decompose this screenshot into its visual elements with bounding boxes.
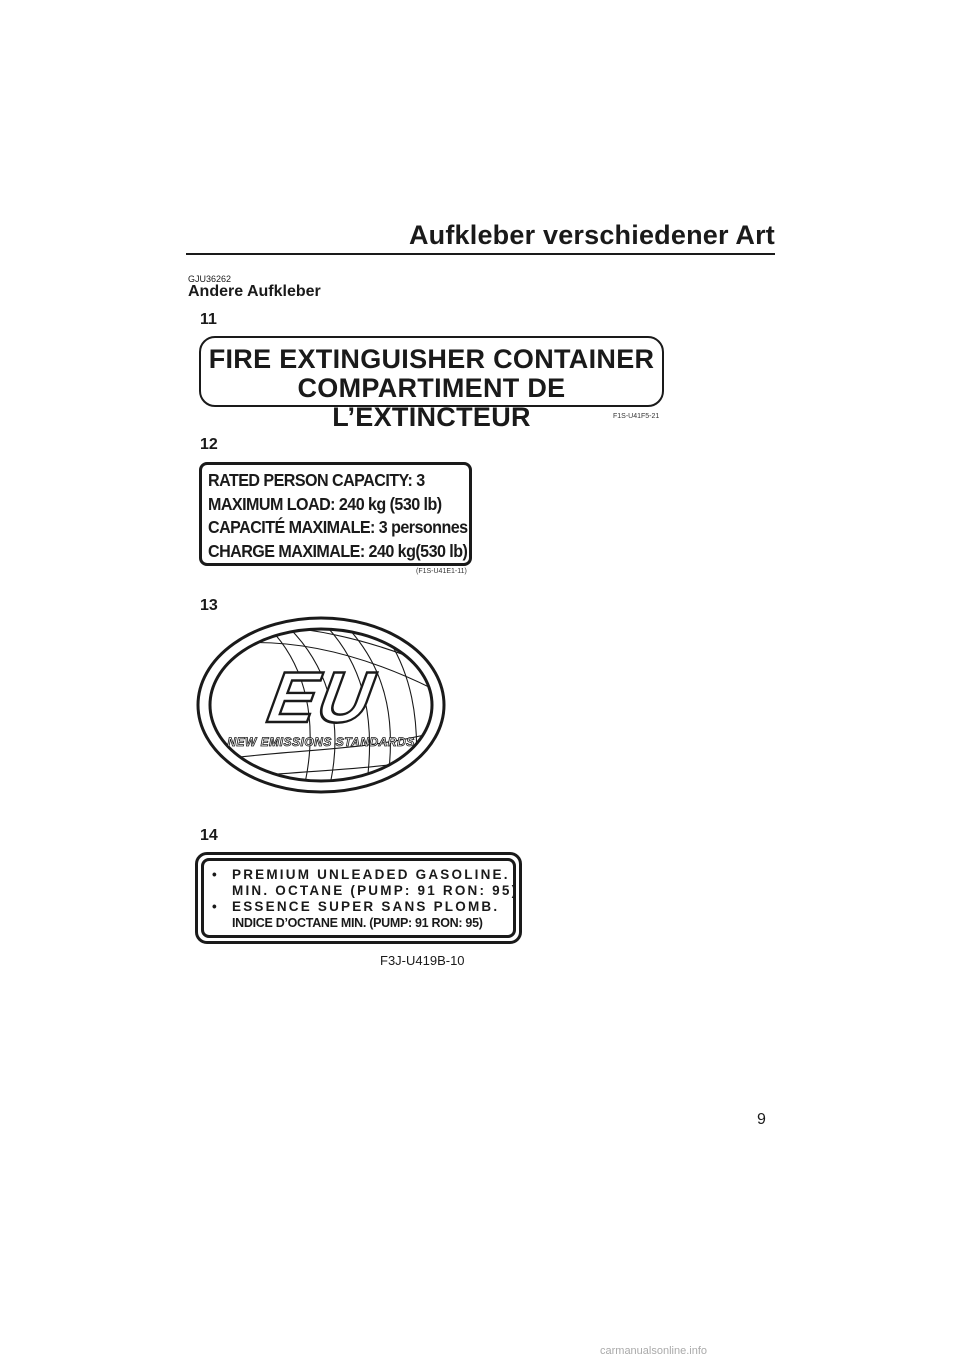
page-number: 9 [757,1111,766,1128]
bullet-icon: • [212,867,217,882]
label-12-line-2: MAXIMUM LOAD: 240 kg (530 lb) [208,493,442,514]
bullet-icon: • [212,899,217,914]
label-11-code: F1S-U41F5-21 [613,413,660,420]
label-14-line-1-text: PREMIUM UNLEADED GASOLINE. [232,867,510,882]
fuel-label-inner [201,858,519,938]
label-12-line-1: RATED PERSON CAPACITY: 3 [208,470,425,490]
label-11-line-1: FIRE EXTINGUISHER CONTAINER [208,344,655,374]
logo-subtitle: NEW EMISSIONS STANDARDS [227,735,415,749]
capacity-label [199,462,472,566]
item-number-13: 13 [200,597,218,614]
label-12-line-3: CAPACITÉ MAXIMALE: 3 personnes [208,517,468,537]
logo-eu-text: EU [256,657,390,738]
item-number-11: 11 [200,311,217,328]
section-code: GJU36262 [188,274,232,284]
label-14-line-3-text: ESSENCE SUPER SANS PLOMB. [232,899,500,914]
label-12-code: (F1S-U41E1-11) [416,568,467,575]
section-title: Andere Aufkleber [188,283,321,300]
label-14-line-2: MIN. OCTANE (PUMP: 91 RON: 95) [232,883,519,898]
page-header-title: Aufkleber verschiedener Art [408,220,775,250]
label-14-code: F3J-U419B-10 [380,953,465,968]
item-number-12: 12 [200,436,218,453]
header-rule [186,253,775,255]
fuel-label [195,852,522,944]
label-14-line-3 [212,899,513,915]
eu-emissions-logo [196,616,446,794]
item-number-14: 14 [200,827,218,844]
label-14-line-4: INDICE D’OCTANE MIN. (PUMP: 91 RON: 95) [232,916,483,930]
watermark: carmanualsonline.info [600,1345,708,1357]
label-11-line-2: COMPARTIMENT DE L’EXTINCTEUR [297,373,566,432]
label-14-line-1 [212,867,513,883]
label-12-line-4: CHARGE MAXIMALE: 240 kg(530 lb) [208,540,468,561]
